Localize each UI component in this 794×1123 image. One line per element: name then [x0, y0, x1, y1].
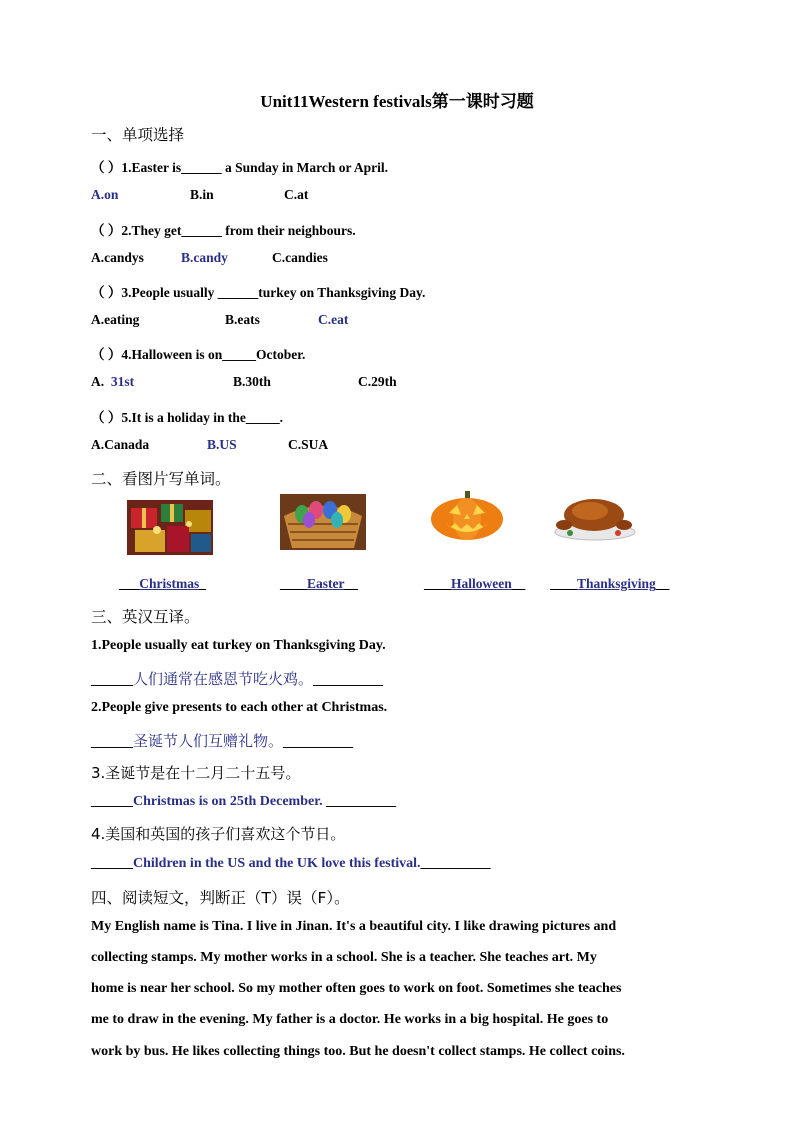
- section2-heading: 二、看图片写单词。: [91, 470, 231, 488]
- caption-easter: ____Easter__: [280, 576, 358, 591]
- translation-2-answer: ______圣诞节人们互赠礼物。__________: [91, 732, 354, 750]
- question-1: （ ）1.Easter is______ a Sunday in March or April.: [91, 160, 389, 175]
- q5-option-a: A.Canada: [91, 437, 150, 452]
- q4-option-a: A. 31st: [91, 374, 135, 389]
- q1-option-c: C.at: [284, 187, 309, 202]
- reading-line-5: work by bus. He likes collecting things too. But he doesn't collect stamps. He collect coins.: [91, 1044, 625, 1059]
- reading-line-3: home is near her school. So my mother often goes to work on foot. Sometimes she teaches: [91, 981, 622, 996]
- question-3: （ ）3.People usually ______turkey on Thanksgiving Day.: [91, 285, 426, 300]
- section4-heading: 四、阅读短文，判断正（T）误（F）。: [91, 889, 350, 907]
- q2-option-c: C.candies: [272, 250, 328, 265]
- caption-thanksgiving: ____Thanksgiving__: [550, 576, 670, 591]
- reading-line-4: me to draw in the evening. My father is a doctor. He works in a big hospital. He goes to: [91, 1012, 609, 1027]
- thanksgiving-turkey-picture: [552, 489, 638, 542]
- translation-2-question: 2.People give presents to each other at Christmas.: [91, 700, 388, 715]
- q5-option-c: C.SUA: [288, 437, 329, 452]
- q4-option-c: C.29th: [358, 374, 397, 389]
- q3-option-a: A.eating: [91, 312, 140, 327]
- q1-option-a: A.on: [91, 187, 119, 202]
- question-2: （ ）2.They get______ from their neighbours.: [91, 223, 356, 238]
- translation-3-answer: ______Christmas is on 25th December. __________: [91, 794, 397, 809]
- caption-halloween: ____Halloween__: [424, 576, 526, 591]
- christmas-gifts-picture: [127, 500, 213, 555]
- caption-christmas: ___Christmas_: [119, 576, 206, 591]
- easter-eggs-picture: [280, 494, 366, 550]
- page-title: Unit11Western festivals第一课时习题: [260, 92, 534, 111]
- translation-3-question: 3.圣诞节是在十二月二十五号。: [91, 764, 301, 782]
- translation-1-answer: ______人们通常在感恩节吃火鸡。__________: [91, 670, 384, 688]
- translation-4-question: 4.美国和英国的孩子们喜欢这个节日。: [91, 825, 346, 843]
- halloween-pumpkin-picture: [425, 489, 509, 542]
- question-4: （ ）4.Halloween is on_____October.: [91, 347, 306, 362]
- q4-option-b: B.30th: [233, 374, 271, 389]
- q4-answer: 31st: [110, 374, 135, 389]
- question-5: （ ）5.It is a holiday in the_____.: [91, 410, 284, 425]
- q3-option-c: C.eat: [318, 312, 349, 327]
- section3-heading: 三、英汉互译。: [91, 608, 200, 626]
- q2-option-b: B.candy: [181, 250, 228, 265]
- reading-line-1: My English name is Tina. I live in Jinan. It's a beautiful city. I like drawing pictures and: [91, 919, 617, 934]
- translation-1-question: 1.People usually eat turkey on Thanksgiving Day.: [91, 638, 386, 653]
- q2-option-a: A.candys: [91, 250, 144, 265]
- section1-heading: 一、单项选择: [91, 126, 185, 144]
- reading-line-2: collecting stamps. My mother works in a school. She is a teacher. She teaches art. My: [91, 950, 597, 965]
- q3-option-b: B.eats: [225, 312, 260, 327]
- q5-option-b: B.US: [207, 437, 237, 452]
- translation-4-answer: ______Children in the US and the UK love this festival.__________: [91, 856, 491, 871]
- q1-option-b: B.in: [190, 187, 214, 202]
